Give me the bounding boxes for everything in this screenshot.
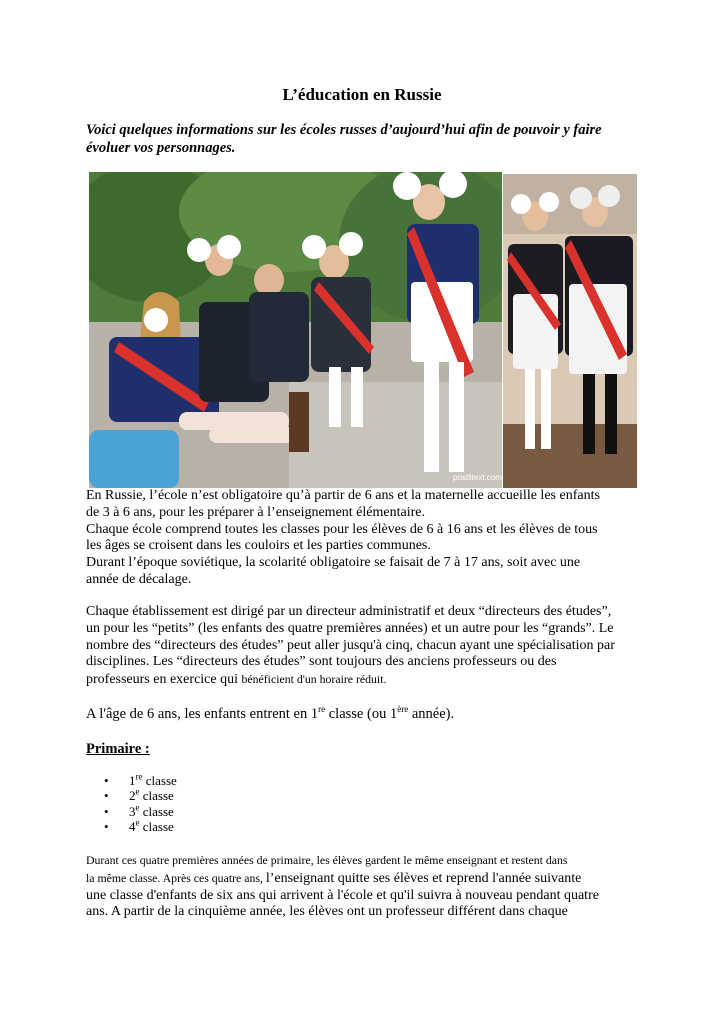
p1-line-6: année de décalage. bbox=[86, 571, 192, 587]
list-item: • 1re classe bbox=[104, 771, 177, 788]
p3-sup-2: ère bbox=[397, 704, 409, 715]
p1-line-5: Durant l’époque soviétique, la scolarité obligatoire se faisait de 7 à 17 ans, soit avec une bbox=[86, 555, 581, 571]
closing-line-4: ans. A partir de la cinquième année, les élèves ont un professeur différent dans chaque bbox=[86, 904, 568, 920]
p2-line-2: un pour les “petits” (les enfants des quatre premières années) et un autre pour les “grands”. Le bbox=[86, 620, 614, 636]
list-item: • 2e classe bbox=[104, 786, 174, 804]
p2-line-4: disciplines. Les “directeurs des études” sont toujours des anciens professeurs ou des bbox=[86, 654, 557, 670]
p3-sup-1: re bbox=[318, 704, 326, 715]
paragraph-2 bbox=[86, 604, 646, 689]
paragraph-1 bbox=[86, 488, 646, 589]
p1-line-1: En Russie, l’école n’est obligatoire qu’à partir de 6 ans et la maternelle accueille les enfants bbox=[86, 488, 600, 503]
closing-line-3: une classe d'enfants de six ans qui arrivent à l'école et qu'il suivra à nouveau pendant quatre bbox=[86, 887, 599, 903]
p2-line-3: nombre des “directeurs des études” peut aller jusqu'à cinq, chacun ayant une spécialisation par bbox=[86, 637, 615, 653]
p2-line-5b: bénéficient d'un horaire réduit. bbox=[241, 672, 387, 687]
bullet-icon: • bbox=[104, 803, 109, 819]
closing-line-2b: l’enseignant quitte ses élèves et reprend l'année suivante bbox=[265, 870, 582, 886]
page-title: L’éducation en Russie bbox=[282, 85, 442, 104]
primaire-class-list bbox=[104, 773, 177, 834]
bullet-icon: • bbox=[104, 788, 109, 804]
two-schoolgirls-photo bbox=[503, 174, 637, 488]
p3-part-a: A l'âge de 6 ans, les enfants entrent en 1 bbox=[86, 706, 319, 722]
p3-part-c: année). bbox=[408, 706, 455, 722]
p1-line-3: Chaque école comprend toutes les classes pour les élèves de 6 à 16 ans et les élèves de tous bbox=[86, 521, 598, 537]
closing-line-1: Durant ces quatre premières années de primaire, les élèves gardent le même enseignant et restent dans bbox=[86, 853, 568, 867]
p2-line-1: Chaque établissement est dirigé par un directeur administratif et deux “directeurs des études”, bbox=[86, 604, 612, 619]
closing-line-2a: la même classe. Après ces quatre ans, bbox=[86, 870, 266, 885]
bullet-icon: • bbox=[104, 773, 109, 788]
bullet-icon: • bbox=[104, 818, 109, 834]
photo-watermark: postlitext.com bbox=[453, 473, 502, 482]
schoolgirls-group-photo bbox=[89, 172, 502, 488]
p3-part-b: classe (ou 1 bbox=[325, 706, 398, 722]
list-item: • 3e classe bbox=[104, 802, 174, 819]
p1-line-4: les âges se croisent dans les couloirs et les parties communes. bbox=[86, 538, 431, 554]
p2-line-5a: professeurs en exercice qui bbox=[86, 672, 242, 688]
list-item: • 4e classe bbox=[104, 817, 174, 834]
closing-paragraph bbox=[86, 852, 646, 921]
p1-line-2: de 3 à 6 ans, pour les préparer à l’enseignement élémentaire. bbox=[86, 504, 425, 520]
paragraph-3 bbox=[86, 706, 646, 723]
intro-text: Voici quelques informations sur les écoles russes d’aujourd’hui afin de pouvoir y faire évoluer vos personnages. bbox=[86, 122, 602, 156]
primaire-heading: Primaire : bbox=[86, 741, 150, 757]
